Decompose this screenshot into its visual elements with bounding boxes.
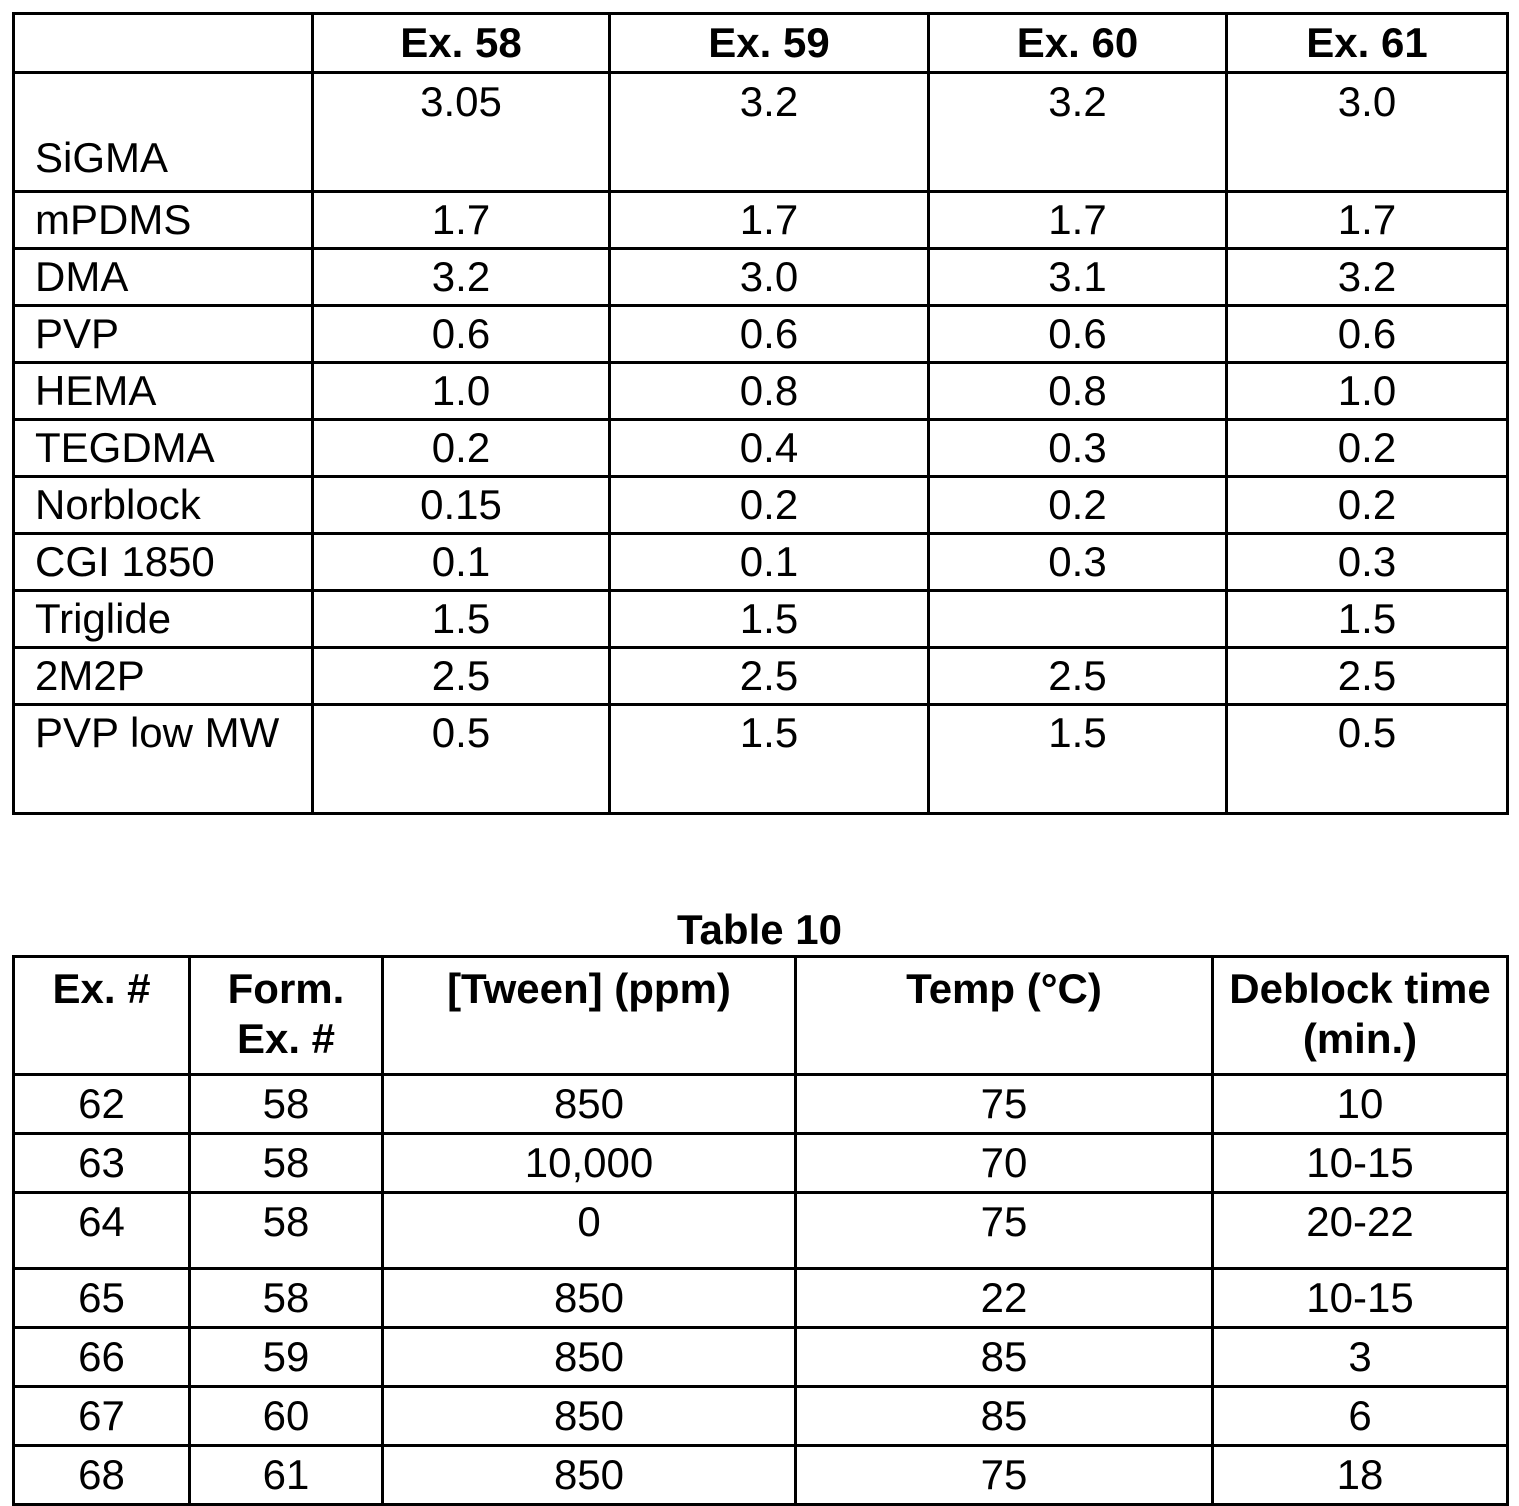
table-row: [14, 534, 1508, 591]
cell-tween-ppm: 850: [383, 1269, 796, 1328]
cell-value: 0.2: [1227, 420, 1508, 477]
cell-value: 0.1: [313, 534, 610, 591]
cell-value: 3.2: [1227, 249, 1508, 306]
cell-deblock-time: 10-15: [1213, 1134, 1508, 1193]
cell-value: 0.2: [929, 477, 1227, 534]
cell-value: 0.1: [610, 534, 929, 591]
cell-value: 0.8: [610, 363, 929, 420]
table-row: [14, 1075, 1508, 1134]
cell-deblock-time: 3: [1213, 1328, 1508, 1387]
cell-temp-c: 85: [796, 1387, 1213, 1446]
table-row: [14, 591, 1508, 648]
cell-value: 0.5: [1227, 705, 1508, 814]
table-row: [14, 192, 1508, 249]
cell-value: 1.5: [1227, 591, 1508, 648]
cell-tween-ppm: 0: [383, 1193, 796, 1269]
cell-value: 0.5: [313, 705, 610, 814]
cell-ex-number: 66: [14, 1328, 190, 1387]
cell-form-ex-number: 58: [190, 1193, 383, 1269]
table-row: [14, 306, 1508, 363]
cell-temp-c: 75: [796, 1446, 1213, 1505]
table-row: [14, 705, 1508, 814]
header-deblock-time: Deblock time (min.): [1213, 957, 1508, 1075]
cell-value: 3.05: [313, 73, 610, 192]
cell-form-ex-number: 58: [190, 1269, 383, 1328]
cell-value: 0.3: [1227, 534, 1508, 591]
component-label: HEMA: [14, 363, 313, 420]
component-label: Norblock: [14, 477, 313, 534]
header-ex-61: Ex. 61: [1227, 14, 1508, 73]
table-row: [14, 363, 1508, 420]
cell-temp-c: 22: [796, 1269, 1213, 1328]
table-row: [14, 648, 1508, 705]
formulation-header-row: [14, 14, 1508, 73]
cell-deblock-time: 18: [1213, 1446, 1508, 1505]
cell-form-ex-number: 58: [190, 1134, 383, 1193]
cell-temp-c: 75: [796, 1193, 1213, 1269]
header-ex-60: Ex. 60: [929, 14, 1227, 73]
cell-form-ex-number: 61: [190, 1446, 383, 1505]
cell-deblock-time: 20-22: [1213, 1193, 1508, 1269]
table-row: [14, 1387, 1508, 1446]
cell-ex-number: 64: [14, 1193, 190, 1269]
cell-form-ex-number: 59: [190, 1328, 383, 1387]
deblock-table: [12, 955, 1509, 1506]
cell-value: 0.6: [1227, 306, 1508, 363]
component-label: Triglide: [14, 591, 313, 648]
header-form-ex-number: Form. Ex. #: [190, 957, 383, 1075]
cell-tween-ppm: 850: [383, 1328, 796, 1387]
cell-tween-ppm: 850: [383, 1446, 796, 1505]
cell-value: 3.1: [929, 249, 1227, 306]
cell-value: 1.5: [610, 591, 929, 648]
cell-ex-number: 63: [14, 1134, 190, 1193]
cell-value: 1.7: [313, 192, 610, 249]
cell-value-empty: [929, 591, 1227, 648]
cell-deblock-time: 10: [1213, 1075, 1508, 1134]
cell-deblock-time: 10-15: [1213, 1269, 1508, 1328]
cell-value: 0.2: [610, 477, 929, 534]
table-row: [14, 1134, 1508, 1193]
cell-value: 0.4: [610, 420, 929, 477]
cell-value: 3.0: [610, 249, 929, 306]
component-label: PVP low MW: [14, 705, 313, 814]
cell-value: 1.0: [1227, 363, 1508, 420]
table-row: [14, 73, 1508, 192]
table-row: [14, 1328, 1508, 1387]
cell-value: 2.5: [929, 648, 1227, 705]
cell-value: 0.2: [1227, 477, 1508, 534]
table-row: [14, 1193, 1508, 1269]
cell-form-ex-number: 60: [190, 1387, 383, 1446]
header-component: [14, 14, 313, 73]
cell-value: 2.5: [313, 648, 610, 705]
header-tween-ppm: [Tween] (ppm): [383, 957, 796, 1075]
component-label: mPDMS: [14, 192, 313, 249]
cell-ex-number: 67: [14, 1387, 190, 1446]
cell-value: 1.7: [610, 192, 929, 249]
cell-value: 0.2: [313, 420, 610, 477]
component-label: CGI 1850: [14, 534, 313, 591]
cell-value: 1.0: [313, 363, 610, 420]
cell-ex-number: 62: [14, 1075, 190, 1134]
cell-value: 1.7: [1227, 192, 1508, 249]
cell-temp-c: 70: [796, 1134, 1213, 1193]
cell-ex-number: 68: [14, 1446, 190, 1505]
table-row: [14, 477, 1508, 534]
cell-tween-ppm: 10,000: [383, 1134, 796, 1193]
cell-value: 0.6: [929, 306, 1227, 363]
cell-value: 0.6: [313, 306, 610, 363]
cell-deblock-time: 6: [1213, 1387, 1508, 1446]
cell-value: 0.15: [313, 477, 610, 534]
cell-value: 1.5: [929, 705, 1227, 814]
cell-temp-c: 75: [796, 1075, 1213, 1134]
cell-value: 1.5: [610, 705, 929, 814]
table-row: [14, 420, 1508, 477]
header-ex-58: Ex. 58: [313, 14, 610, 73]
cell-value: 3.0: [1227, 73, 1508, 192]
cell-value: 3.2: [610, 73, 929, 192]
deblock-header-row: [14, 957, 1508, 1075]
cell-value: 2.5: [1227, 648, 1508, 705]
component-label: TEGDMA: [14, 420, 313, 477]
cell-temp-c: 85: [796, 1328, 1213, 1387]
cell-value: 0.8: [929, 363, 1227, 420]
table-row: [14, 1269, 1508, 1328]
cell-value: 2.5: [610, 648, 929, 705]
header-ex-59: Ex. 59: [610, 14, 929, 73]
cell-value: 0.3: [929, 420, 1227, 477]
component-label: PVP: [14, 306, 313, 363]
cell-value: 1.7: [929, 192, 1227, 249]
cell-value: 3.2: [929, 73, 1227, 192]
component-label: DMA: [14, 249, 313, 306]
formulation-table: [12, 12, 1509, 815]
cell-form-ex-number: 58: [190, 1075, 383, 1134]
component-label: SiGMA: [14, 73, 313, 192]
cell-value: 0.6: [610, 306, 929, 363]
cell-value: 3.2: [313, 249, 610, 306]
cell-ex-number: 65: [14, 1269, 190, 1328]
table-row: [14, 1446, 1508, 1505]
cell-tween-ppm: 850: [383, 1075, 796, 1134]
header-ex-number: Ex. #: [14, 957, 190, 1075]
table-caption: Table 10: [677, 906, 842, 953]
component-label: 2M2P: [14, 648, 313, 705]
cell-value: 0.3: [929, 534, 1227, 591]
table-row: [14, 249, 1508, 306]
header-temp-c: Temp (°C): [796, 957, 1213, 1075]
cell-value: 1.5: [313, 591, 610, 648]
cell-tween-ppm: 850: [383, 1387, 796, 1446]
